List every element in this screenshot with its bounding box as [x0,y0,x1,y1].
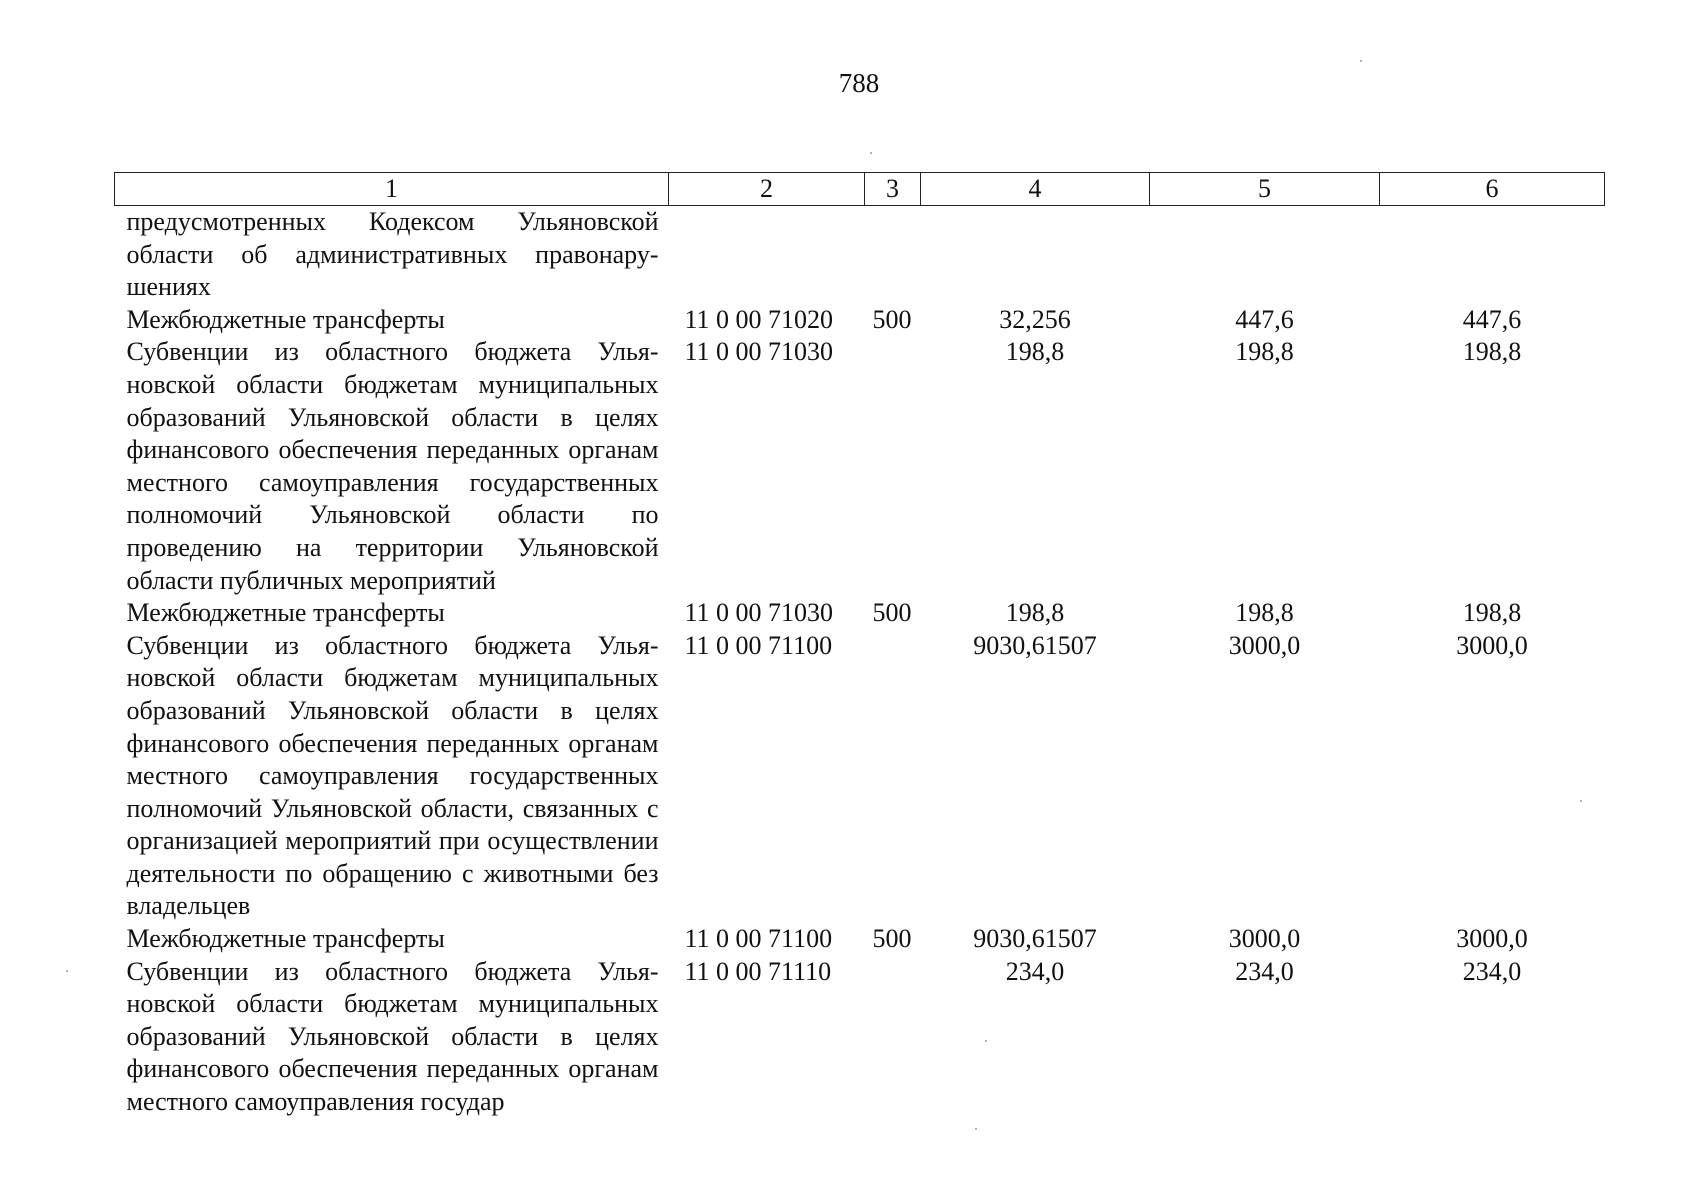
row-value-5: 198,8 [1235,337,1294,367]
row-type: 500 [872,598,912,628]
scan-speck [985,1040,987,1042]
row-name: Межбюджетные трансферты [126,598,445,628]
column-header-2: 2 [669,173,865,206]
scan-speck [975,1128,977,1130]
row-value-4 [921,206,1150,304]
row-name: Субвенции из областного бюджета Ульяновской области бюджетам муниципальных образований Ульяновской области в целях финансового обеспечения переданных органам местного самоуправления государ [126,956,659,1117]
table-row [115,336,1605,597]
column-header-1: 1 [115,173,669,206]
row-value-4: 234,0 [1005,956,1065,986]
table-row [115,923,1605,956]
row-type [865,956,921,1119]
row-value-4: 32,256 [999,304,1071,334]
row-type [865,206,921,304]
scan-speck [1580,800,1582,802]
row-value-6: 3000,0 [1456,630,1528,660]
row-value-6: 447,6 [1462,304,1522,334]
column-header-4: 4 [921,173,1150,206]
table-row [115,630,1605,923]
row-value-5: 234,0 [1235,956,1294,986]
row-value-4: 198,8 [1005,598,1065,628]
row-code: 11 0 00 71020 [684,304,834,334]
row-name: предусмотренных Кодексом Ульяновской области об административных правонарушениях [126,207,659,302]
scan-speck [66,970,68,972]
row-value-6: 198,8 [1462,337,1522,367]
row-code: 11 0 00 71030 [684,337,834,367]
row-code: 11 0 00 71100 [684,630,833,660]
budget-table [114,172,1605,1119]
row-code: 11 0 00 71030 [684,598,834,628]
column-header-3: 3 [865,173,921,206]
row-value-4: 9030,61507 [973,924,1097,954]
table-row [115,304,1605,337]
column-header-6: 6 [1380,173,1605,206]
row-value-5: 3000,0 [1228,630,1301,660]
row-value-5: 3000,0 [1228,924,1301,954]
row-type: 500 [872,924,912,954]
scan-speck [1360,60,1362,62]
scan-speck [870,152,872,154]
row-code: 11 0 00 71100 [684,924,833,954]
table-row [115,956,1605,1119]
row-value-5 [1150,206,1380,304]
row-value-6: 234,0 [1462,956,1522,986]
column-header-5: 5 [1150,173,1380,206]
table-row [115,597,1605,630]
row-name: Субвенции из областного бюджета Ульяновской области бюджетам муниципальных образований Ульяновской области в целях финансового обеспечения переданных органам местного самоуправления государственных полномочий Ульяновской области, связанных с организацией мероприятий при осуществлении деятельности по обращению с животными без владельцев [126,630,659,921]
row-name: Межбюджетные трансферты [126,924,445,954]
row-value-4: 9030,61507 [973,630,1097,660]
row-type [865,336,921,597]
row-value-5: 198,8 [1235,598,1294,628]
table-row [115,206,1605,304]
table-header-row [115,173,1605,206]
row-value-6: 3000,0 [1456,924,1528,954]
row-code [669,206,865,304]
page-number: 788 [838,68,880,98]
row-value-6 [1380,206,1605,304]
row-name: Субвенции из областного бюджета Ульяновской области бюджетам муниципальных образований Ульяновской области в целях финансового обеспечения переданных органам местного самоуправления государственных полномочий Ульяновской области по проведению на территории Ульяновской области публичных мероприятий [126,337,659,595]
row-value-5: 447,6 [1235,304,1294,334]
row-code: 11 0 00 71110 [684,956,832,986]
row-type [865,630,921,923]
row-type: 500 [872,304,912,334]
row-name: Межбюджетные трансферты [126,304,445,334]
row-value-4: 198,8 [1005,337,1065,367]
row-value-6: 198,8 [1462,598,1522,628]
